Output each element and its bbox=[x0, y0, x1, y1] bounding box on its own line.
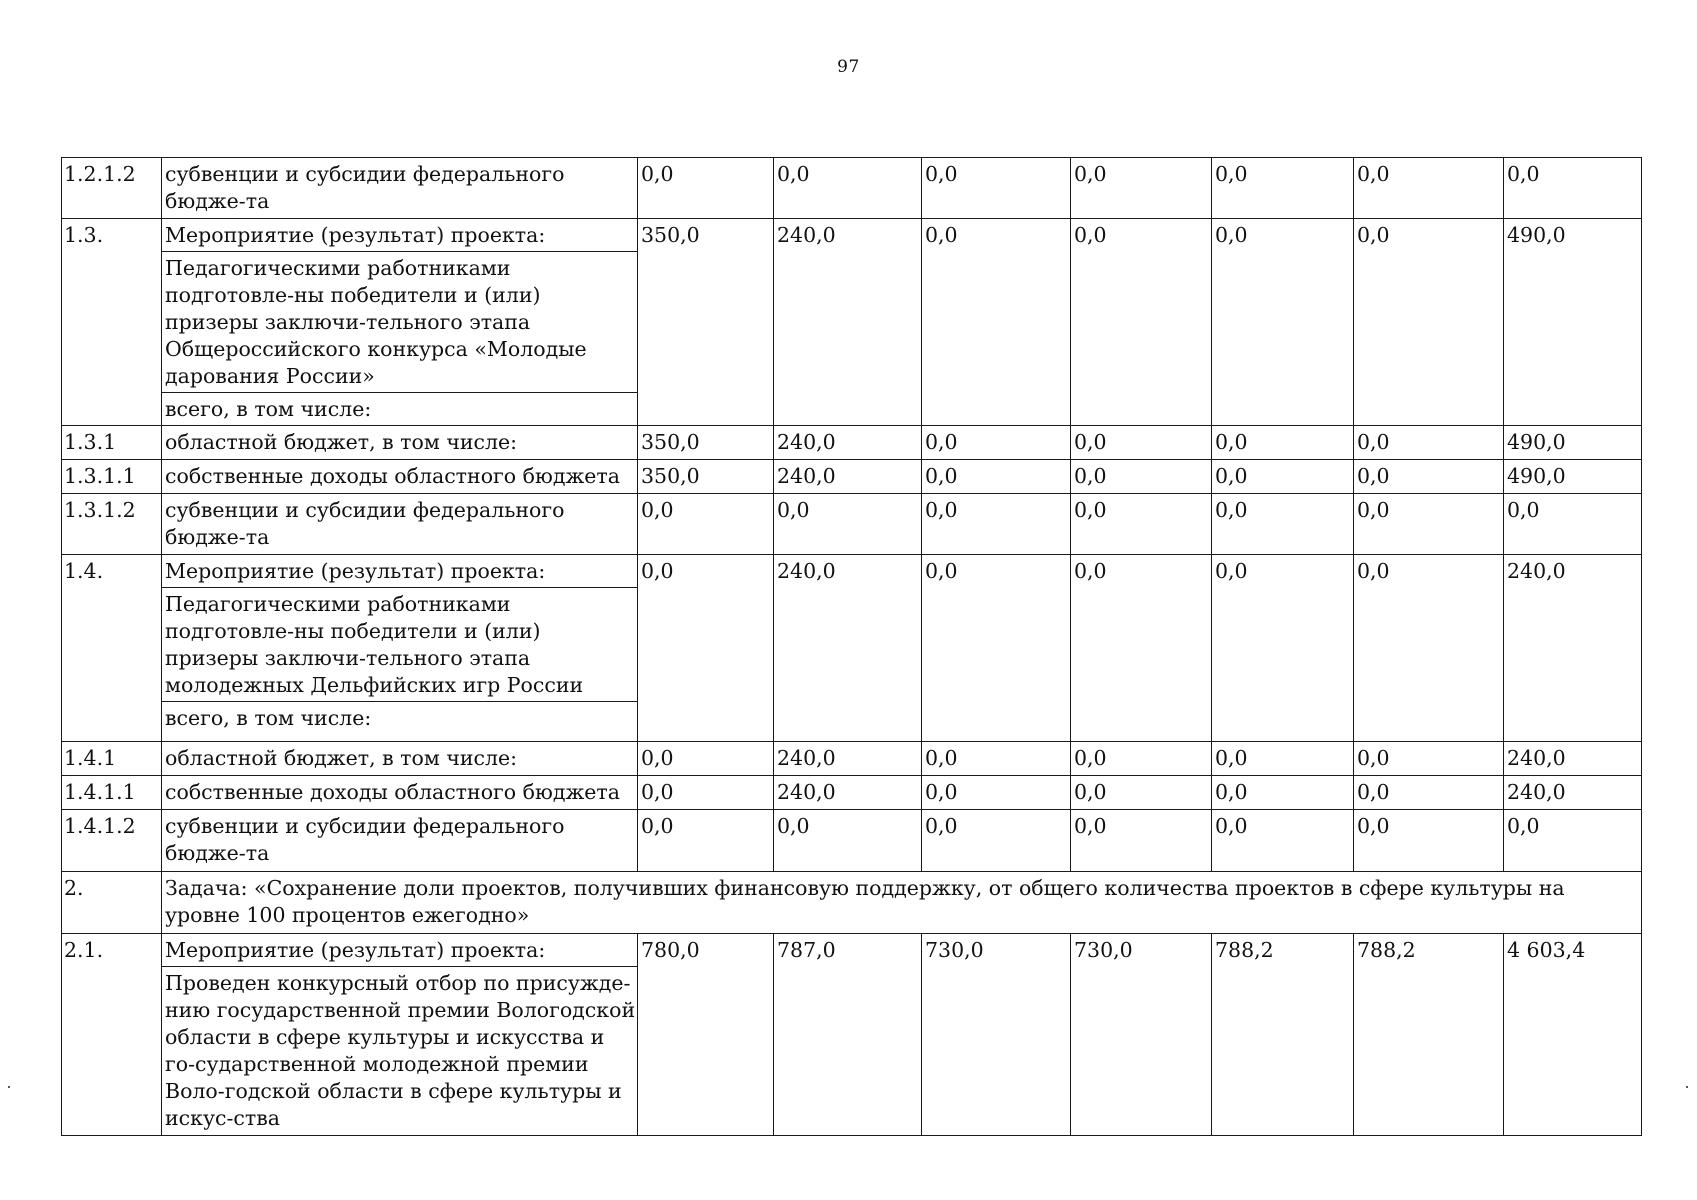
value-cell: 350,0 bbox=[638, 460, 774, 494]
value-cell: 730,0 bbox=[1071, 934, 1212, 1136]
value-cell: 0,0 bbox=[774, 810, 922, 872]
table-row bbox=[62, 810, 1642, 872]
value-cell-total: 240,0 bbox=[1504, 555, 1642, 742]
table-row bbox=[62, 742, 1642, 776]
value-cell: 0,0 bbox=[922, 494, 1071, 555]
value-cell: 240,0 bbox=[774, 219, 922, 426]
value-cell: 0,0 bbox=[638, 555, 774, 742]
table-row bbox=[62, 934, 1642, 1136]
row-description: областной бюджет, в том числе: bbox=[162, 426, 638, 460]
value-cell: 0,0 bbox=[1071, 219, 1212, 426]
value-cell: 240,0 bbox=[774, 555, 922, 742]
value-cell: 0,0 bbox=[922, 810, 1071, 872]
value-cell: 0,0 bbox=[922, 742, 1071, 776]
value-cell: 0,0 bbox=[1212, 158, 1354, 219]
row-description bbox=[162, 555, 638, 742]
value-cell-total: 490,0 bbox=[1504, 219, 1642, 426]
value-cell: 0,0 bbox=[1071, 494, 1212, 555]
row-description: субвенции и субсидии федерального бюдже-та bbox=[162, 158, 638, 219]
value-cell: 0,0 bbox=[1354, 810, 1504, 872]
table-row bbox=[62, 158, 1642, 219]
activity-title: Мероприятие (результат) проекта: bbox=[165, 938, 546, 962]
table-row bbox=[62, 776, 1642, 810]
row-code: 1.3.1.2 bbox=[62, 494, 162, 555]
value-cell: 0,0 bbox=[638, 742, 774, 776]
value-cell: 240,0 bbox=[774, 776, 922, 810]
value-cell: 0,0 bbox=[1354, 776, 1504, 810]
value-cell: 0,0 bbox=[1212, 776, 1354, 810]
value-cell-total: 0,0 bbox=[1504, 810, 1642, 872]
value-cell: 0,0 bbox=[774, 158, 922, 219]
row-description: субвенции и субсидии федерального бюдже-та bbox=[162, 494, 638, 555]
value-cell: 0,0 bbox=[638, 158, 774, 219]
value-cell: 240,0 bbox=[774, 742, 922, 776]
task-description: Задача: «Сохранение доли проектов, получивших финансовую поддержку, от общего количества проектов в сфере культуры на уровне 100 процентов ежегодно» bbox=[162, 872, 1642, 934]
activity-body: Педагогическими работниками подготовле-ны победители и (или) призеры заключи-тельного этапа Общероссийского конкурса «Молодые дарования России» bbox=[162, 251, 637, 392]
table-row bbox=[62, 219, 1642, 426]
activity-title: Мероприятие (результат) проекта: bbox=[165, 223, 546, 247]
row-description: субвенции и субсидии федерального бюдже-та bbox=[162, 810, 638, 872]
value-cell: 240,0 bbox=[774, 460, 922, 494]
value-cell: 0,0 bbox=[638, 776, 774, 810]
row-code: 1.4.1.1 bbox=[62, 776, 162, 810]
value-cell: 0,0 bbox=[1354, 742, 1504, 776]
value-cell: 0,0 bbox=[1071, 742, 1212, 776]
value-cell: 730,0 bbox=[922, 934, 1071, 1136]
value-cell: 350,0 bbox=[638, 219, 774, 426]
value-cell: 0,0 bbox=[1354, 219, 1504, 426]
value-cell-total: 490,0 bbox=[1504, 426, 1642, 460]
value-cell: 0,0 bbox=[638, 494, 774, 555]
value-cell: 0,0 bbox=[1071, 460, 1212, 494]
row-description: собственные доходы областного бюджета bbox=[162, 776, 638, 810]
value-cell: 780,0 bbox=[638, 934, 774, 1136]
value-cell: 0,0 bbox=[1212, 555, 1354, 742]
budget-table bbox=[61, 157, 1642, 1136]
row-code: 1.4.1 bbox=[62, 742, 162, 776]
activity-body: Проведен конкурсный отбор по присужде-нию государственной премии Вологодской области в сфере культуры и искусства и го-сударственной молодежной премии Воло-годской области в сфере культуры и искус-ства bbox=[162, 966, 637, 1134]
row-code: 1.3.1.1 bbox=[62, 460, 162, 494]
row-description: собственные доходы областного бюджета bbox=[162, 460, 638, 494]
row-code: 1.3. bbox=[62, 219, 162, 426]
value-cell: 787,0 bbox=[774, 934, 922, 1136]
row-code: 1.4.1.2 bbox=[62, 810, 162, 872]
value-cell: 0,0 bbox=[1071, 555, 1212, 742]
row-description bbox=[162, 219, 638, 426]
value-cell: 350,0 bbox=[638, 426, 774, 460]
activity-total-label: всего, в том числе: bbox=[162, 701, 637, 734]
value-cell: 788,2 bbox=[1212, 934, 1354, 1136]
value-cell: 0,0 bbox=[922, 158, 1071, 219]
value-cell: 0,0 bbox=[1212, 426, 1354, 460]
row-code: 2. bbox=[62, 872, 162, 934]
value-cell: 0,0 bbox=[922, 426, 1071, 460]
value-cell: 240,0 bbox=[774, 426, 922, 460]
value-cell: 0,0 bbox=[1212, 219, 1354, 426]
value-cell-total: 4 603,4 bbox=[1504, 934, 1642, 1136]
scan-speck bbox=[8, 1086, 10, 1088]
value-cell: 0,0 bbox=[1071, 810, 1212, 872]
row-code: 2.1. bbox=[62, 934, 162, 1136]
value-cell: 0,0 bbox=[1212, 460, 1354, 494]
value-cell: 0,0 bbox=[1354, 460, 1504, 494]
page-number: 97 bbox=[837, 57, 860, 77]
table-row bbox=[62, 460, 1642, 494]
value-cell: 0,0 bbox=[922, 219, 1071, 426]
activity-title: Мероприятие (результат) проекта: bbox=[165, 559, 546, 583]
row-code: 1.2.1.2 bbox=[62, 158, 162, 219]
value-cell: 788,2 bbox=[1354, 934, 1504, 1136]
value-cell: 0,0 bbox=[638, 810, 774, 872]
value-cell: 0,0 bbox=[922, 776, 1071, 810]
value-cell: 0,0 bbox=[922, 460, 1071, 494]
activity-body: Педагогическими работниками подготовле-ны победители и (или) призеры заключи-тельного этапа молодежных Дельфийских игр России bbox=[162, 587, 637, 701]
table-row bbox=[62, 555, 1642, 742]
value-cell: 0,0 bbox=[1071, 426, 1212, 460]
value-cell: 0,0 bbox=[1071, 158, 1212, 219]
row-description bbox=[162, 934, 638, 1136]
row-description: областной бюджет, в том числе: bbox=[162, 742, 638, 776]
value-cell-total: 0,0 bbox=[1504, 494, 1642, 555]
value-cell: 0,0 bbox=[1354, 158, 1504, 219]
scan-speck bbox=[1686, 1086, 1688, 1088]
value-cell: 0,0 bbox=[1212, 810, 1354, 872]
row-code: 1.4. bbox=[62, 555, 162, 742]
value-cell-total: 490,0 bbox=[1504, 460, 1642, 494]
value-cell-total: 0,0 bbox=[1504, 158, 1642, 219]
value-cell-total: 240,0 bbox=[1504, 742, 1642, 776]
value-cell: 0,0 bbox=[1354, 555, 1504, 742]
row-code: 1.3.1 bbox=[62, 426, 162, 460]
value-cell-total: 240,0 bbox=[1504, 776, 1642, 810]
activity-total-label: всего, в том числе: bbox=[162, 392, 637, 425]
table-row bbox=[62, 426, 1642, 460]
value-cell: 0,0 bbox=[774, 494, 922, 555]
value-cell: 0,0 bbox=[1212, 494, 1354, 555]
table-row bbox=[62, 494, 1642, 555]
table-row bbox=[62, 872, 1642, 934]
value-cell: 0,0 bbox=[1354, 494, 1504, 555]
value-cell: 0,0 bbox=[1071, 776, 1212, 810]
value-cell: 0,0 bbox=[922, 555, 1071, 742]
value-cell: 0,0 bbox=[1354, 426, 1504, 460]
value-cell: 0,0 bbox=[1212, 742, 1354, 776]
